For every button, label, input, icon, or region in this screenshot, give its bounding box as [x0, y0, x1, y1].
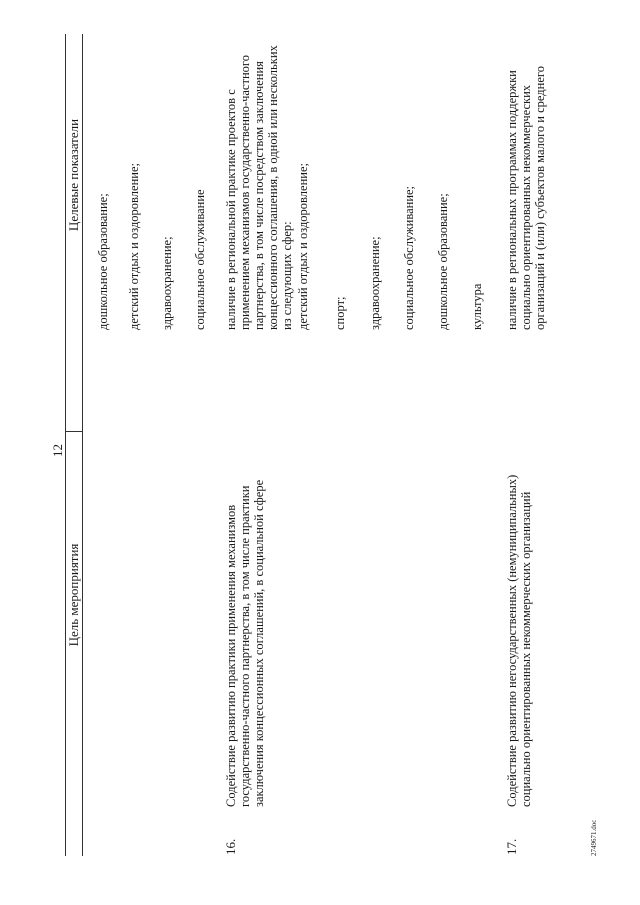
- row-goal: Содействие развитию негосударственных (немуниципальных) социально ориентированных некоммерческих организаций: [505, 474, 533, 807]
- column-header-targets: Целевые показатели: [66, 118, 81, 232]
- targets-continued-item: дошкольное образование;: [96, 193, 110, 330]
- page-number: 12: [50, 444, 65, 457]
- row-targets-item: спорт;: [333, 296, 347, 330]
- row-targets-item: дошкольное образование;: [436, 193, 450, 330]
- row-number: 16.: [223, 838, 238, 855]
- targets-continued-item: здравоохранение;: [160, 236, 174, 330]
- targets-continued-item: детский отдых и оздоровление;: [127, 163, 141, 330]
- row-targets-intro: наличие в региональных программах поддержки социально ориентированных некоммерческих организаций и (или) субъектов малого и среднего: [505, 66, 547, 330]
- row-targets-item: здравоохранение;: [368, 236, 382, 330]
- row-targets-item: культура: [470, 283, 484, 330]
- row-number: 17.: [504, 838, 519, 855]
- table-header-rule: [82, 34, 83, 856]
- column-header-goal: Цель мероприятия: [66, 543, 81, 647]
- table-column-divider: [65, 431, 83, 432]
- row-targets-intro: наличие в региональной практике проектов с применением механизмов государственно-частного партнерства, в том числе посредством заключения концессионного соглашения, в одной или нескольких из следующих сфер:: [224, 45, 294, 330]
- targets-continued-item: социальное обслуживание: [193, 189, 207, 330]
- row-targets-item: детский отдых и оздоровление;: [296, 163, 310, 330]
- row-targets-item: социальное обслуживание;: [402, 185, 416, 330]
- footer-doc-code: 2749671.doc: [590, 819, 598, 856]
- row-goal: Содействие развитию практики применения механизмов государственно-частного партнерства, в том числе практики заключения концессионных соглашений, в социальной сфере: [224, 479, 266, 807]
